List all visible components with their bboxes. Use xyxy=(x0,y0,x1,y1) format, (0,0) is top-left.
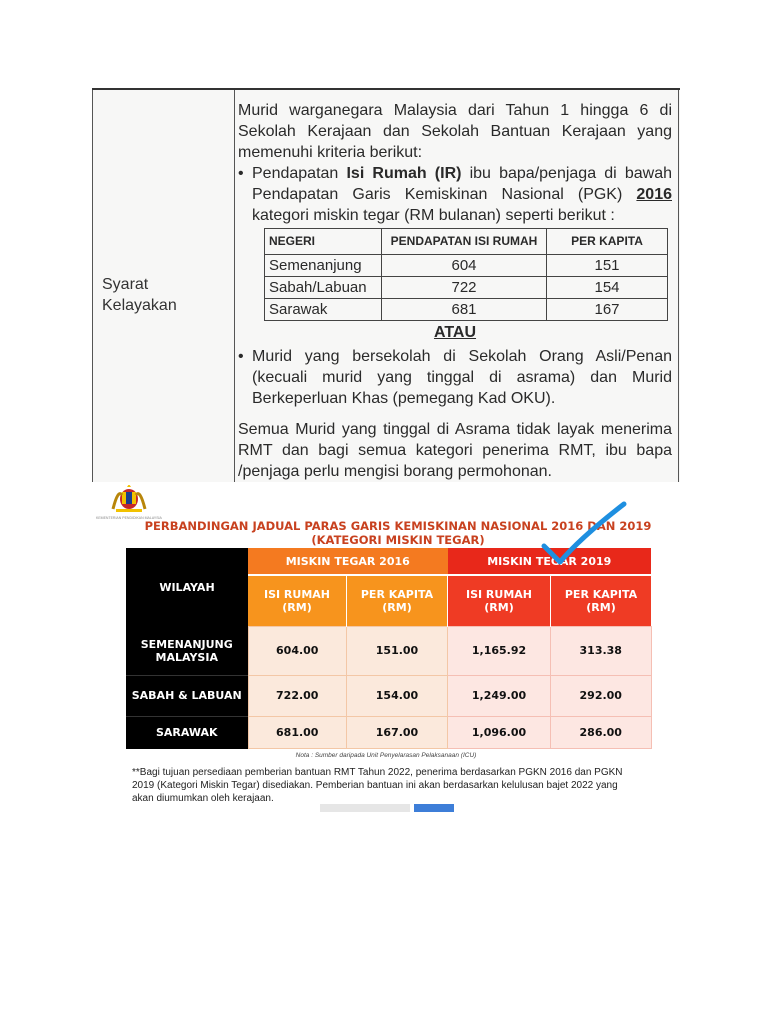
sub-header-isi-rumah-2016 xyxy=(248,575,347,627)
bullet-dot: • xyxy=(238,165,244,182)
atau-separator xyxy=(238,322,672,343)
sub-header-unit: (RM) xyxy=(586,601,616,614)
value-cell: 722.00 xyxy=(248,675,347,716)
footnote-line-3: akan diumumkan oleh kerajaan. xyxy=(132,793,274,804)
intro-line-3: memenuhi kriteria berikut: xyxy=(238,144,423,161)
group-header-2016: MISKIN TEGAR 2016 xyxy=(248,548,448,575)
sub-header-label: ISI RUMAH xyxy=(465,588,532,601)
cell-pendapatan: 604 xyxy=(382,255,547,277)
title-line-2: (KATEGORI MISKIN TEGAR) xyxy=(311,533,485,547)
table-border-left xyxy=(92,90,93,482)
bullet1-line-3: kategori miskin tegar (RM bulanan) seperti berikut : xyxy=(252,207,615,224)
table-row xyxy=(265,277,668,299)
income-table-header xyxy=(265,229,668,255)
atau-text: ATAU xyxy=(433,324,477,341)
cropped-blue-button[interactable] xyxy=(414,804,454,812)
checkmark-icon xyxy=(540,498,636,566)
col-pendapatan: PENDAPATAN ISI RUMAH xyxy=(382,229,547,255)
group-header-2019: MISKIN TEGAR 2019 xyxy=(448,548,652,575)
eligibility-document xyxy=(92,88,680,482)
intro-line-1: Murid warganegara Malaysia dari Tahun 1 hingga 6 di xyxy=(238,102,672,119)
intro-line-2: Sekolah Kerajaan dan Sekolah Bantuan Kerajaan yang xyxy=(238,123,672,140)
col-negeri: NEGERI xyxy=(265,229,382,255)
table-border-right xyxy=(678,90,679,482)
bullet1-prefix: Pendapatan xyxy=(252,165,347,182)
region-header: WILAYAH xyxy=(126,548,248,627)
value-cell: 151.00 xyxy=(347,627,448,676)
sub-header-unit: (RM) xyxy=(282,601,312,614)
sub-header-label: ISI RUMAH xyxy=(263,588,330,601)
cell-per-kapita: 167 xyxy=(547,299,668,321)
closing-line-1: Semua Murid yang tinggal di Asrama tidak layak menerima xyxy=(238,421,672,438)
table-row xyxy=(126,675,651,716)
title-line-1: PERBANDINGAN JADUAL PARAS GARIS KEMISKINAN NASIONAL 2016 DAN 2019 xyxy=(144,519,652,533)
sub-header-per-kapita-2019 xyxy=(551,575,652,627)
sub-header-unit: (RM) xyxy=(382,601,412,614)
region-sabah-labuan: SABAH & LABUAN xyxy=(126,675,248,716)
bullet1-suffix: ibu bapa/penjaga di bawah xyxy=(461,165,673,182)
region-sarawak: SARAWAK xyxy=(126,716,248,749)
closing-line-3: /penjaga perlu mengisi borang permohonan. xyxy=(238,463,552,480)
value-cell: 286.00 xyxy=(551,716,652,749)
cell-negeri: Sarawak xyxy=(265,299,382,321)
region-label: MALAYSIA xyxy=(155,650,218,664)
bullet2-line-2: (kecuali murid yang tinggal di asrama) dan Murid xyxy=(252,369,672,386)
coat-of-arms-icon xyxy=(108,485,150,515)
value-cell: 167.00 xyxy=(347,716,448,749)
bullet-orang-asli xyxy=(238,346,672,367)
comparison-table xyxy=(126,548,652,749)
region-label: SEMENANJUNG xyxy=(140,637,233,651)
criteria-label xyxy=(102,274,177,316)
table-border-middle xyxy=(234,90,235,482)
value-cell: 604.00 xyxy=(248,627,347,676)
value-cell: 681.00 xyxy=(248,716,347,749)
poverty-line-infographic xyxy=(92,482,680,812)
crest-caption: KEMENTERIAN PENDIDIKAN MALAYSIA xyxy=(96,516,162,520)
bullet1-line2-text: Pendapatan Garis Kemiskinan Nasional (PGK) xyxy=(252,186,637,203)
bullet1-line-2 xyxy=(238,184,672,205)
region-semenanjung xyxy=(126,627,248,676)
cropped-input-bar xyxy=(320,804,410,812)
table-row xyxy=(126,716,651,749)
footnote-line-1: **Bagi tujuan persediaan pemberian bantuan RMT Tahun 2022, penerima berdasarkan PGKN 2016 dan PGKN xyxy=(132,767,623,778)
table-row xyxy=(265,299,668,321)
closing-line-2: RMT dan bagi semua kategori penerima RMT, ibu bapa xyxy=(238,442,672,459)
source-note: Nota : Sumber daripada Unit Penyelarasan Pelaksanaan (ICU) xyxy=(295,752,477,759)
value-cell: 313.38 xyxy=(551,627,652,676)
value-cell: 154.00 xyxy=(347,675,448,716)
footnote-line-2: 2019 (Kategori Miskin Tegar) disediakan. Pemberian bantuan ini akan berdasarkan kelulusan bajet 2022 yang xyxy=(132,780,618,791)
value-cell: 1,249.00 xyxy=(448,675,551,716)
criteria-label-line-1: Syarat xyxy=(102,276,149,293)
cell-per-kapita: 154 xyxy=(547,277,668,299)
value-cell: 292.00 xyxy=(551,675,652,716)
cell-negeri: Sabah/Labuan xyxy=(265,277,382,299)
bullet-income xyxy=(238,163,672,184)
bullet1-bold: Isi Rumah (IR) xyxy=(346,165,462,182)
table-row xyxy=(126,627,651,676)
cell-pendapatan: 681 xyxy=(382,299,547,321)
sub-header-label: PER KAPITA xyxy=(564,588,638,601)
col-per-kapita: PER KAPITA xyxy=(547,229,668,255)
bullet2-line-3: Berkeperluan Khas (pemegang Kad OKU). xyxy=(252,390,556,407)
cell-negeri: Semenanjung xyxy=(265,255,382,277)
value-cell: 1,096.00 xyxy=(448,716,551,749)
criteria-content xyxy=(238,100,672,482)
bullet1-year: 2016 xyxy=(636,186,672,203)
sub-header-label: PER KAPITA xyxy=(360,588,434,601)
table-row xyxy=(265,255,668,277)
criteria-label-line-2: Kelayakan xyxy=(102,297,177,314)
bullet-dot: • xyxy=(238,348,244,365)
sub-header-isi-rumah-2019 xyxy=(448,575,551,627)
income-table xyxy=(264,228,668,321)
footnote xyxy=(132,766,677,805)
sub-header-unit: (RM) xyxy=(484,601,514,614)
cell-per-kapita: 151 xyxy=(547,255,668,277)
sub-header-per-kapita-2016 xyxy=(347,575,448,627)
value-cell: 1,165.92 xyxy=(448,627,551,676)
bullet2-line-1: Murid yang bersekolah di Sekolah Orang Asli/Penan xyxy=(252,348,672,365)
cell-pendapatan: 722 xyxy=(382,277,547,299)
